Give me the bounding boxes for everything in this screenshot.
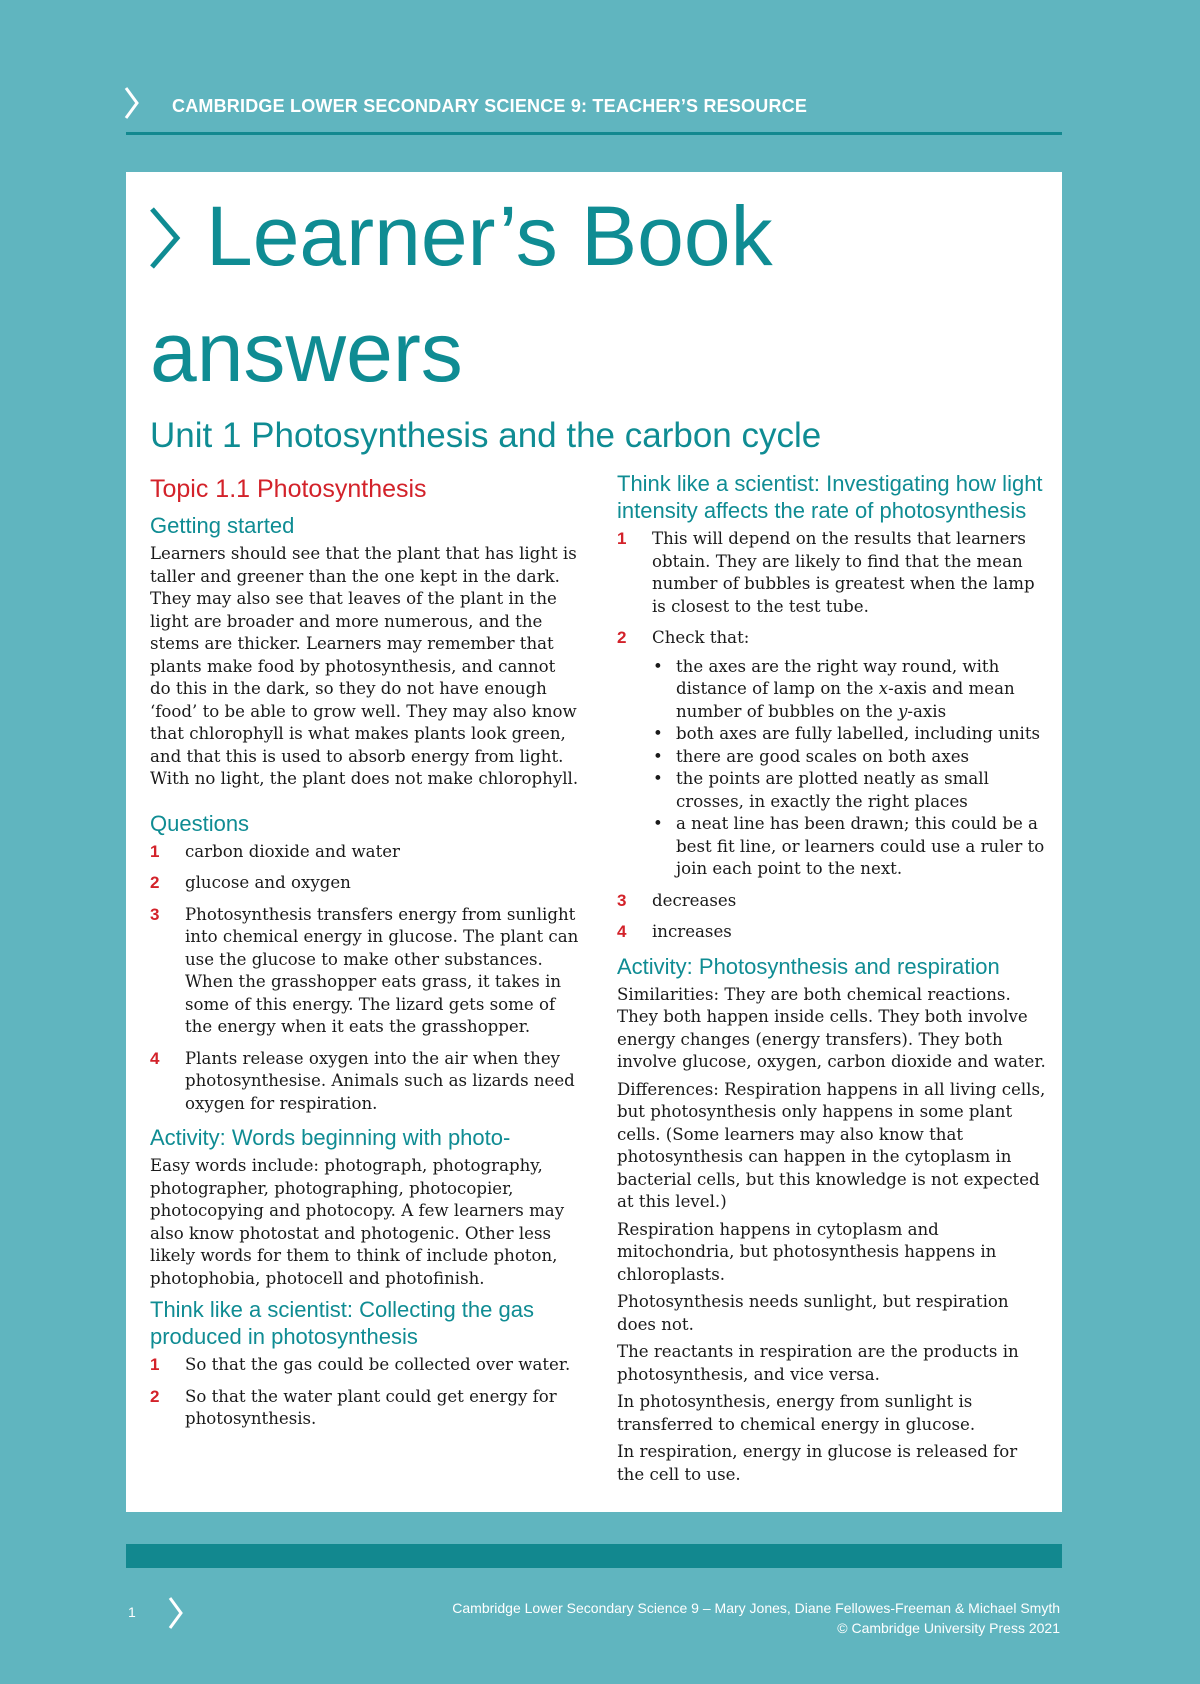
item-number: 2 [617, 628, 627, 647]
footer-copyright: © Cambridge University Press 2021 [837, 1620, 1060, 1636]
resp-paragraph: Photosynthesis needs sunlight, but respiration does not. [617, 1292, 1009, 1334]
list-item [150, 841, 580, 864]
questions-heading: Questions [150, 810, 250, 836]
item-text: Photosynthesis transfers energy from sunlight into chemical energy in glucose. The plant can use the glucose to make other substances. When the grasshopper eats grass, it takes in some of this energy. The lizard gets some of the energy when it eats the grasshopper. [185, 904, 579, 1036]
page-title-line1: Learner’s Book [206, 189, 773, 283]
activity-words-heading: Activity: Words beginning with photo- [150, 1125, 511, 1150]
bullet-item: • a neat line has been drawn; this could be a best fit line, or learners could use a ruler to join each point to the next. [652, 813, 1047, 881]
item-text: Check that: [652, 628, 750, 647]
item-number: 2 [150, 1386, 160, 1406]
think-light-list [617, 528, 1047, 944]
title-chevron-icon [148, 206, 182, 270]
left-column [150, 474, 580, 1440]
item-number: 2 [150, 873, 160, 892]
item-text: So that the gas could be collected over water. [185, 1355, 571, 1374]
think-gas-heading: Think like a scientist: Collecting the gas produced in photosynthesis [150, 1297, 534, 1349]
list-item [617, 528, 1047, 618]
item-number: 4 [150, 1048, 160, 1068]
activity-words-text: Easy words include: photograph, photography, photographer, photographing, photocopier, photocopying and photocopy. A few learners may also know photostat and photogenic. Other less likely words for them to think of include photon, photophobia, photocell and photofinish. [150, 1156, 565, 1288]
resp-paragraph: Differences: Respiration happens in all living cells, but photosynthesis only happens in some plant cells. (Some learners may also know that photosynthesis can happen in the cytoplasm in bacterial cells, but this knowledge is not expected at this level.) [617, 1079, 1046, 1211]
topic-heading: Topic 1.1 Photosynthesis [150, 475, 427, 503]
check-list [652, 656, 1047, 881]
chevron-right-icon [124, 86, 140, 120]
item-text: Plants release oxygen into the air when they photosynthesise. Animals such as lizards need oxygen for respiration. [185, 1048, 575, 1113]
bullet-item: • the axes are the right way round, with distance of lamp on the x-axis and mean number of bubbles on the y-axis [652, 656, 1047, 724]
resp-paragraph: In respiration, energy in glucose is released for the cell to use. [617, 1442, 1018, 1484]
list-item [150, 1354, 580, 1377]
resp-paragraph: In photosynthesis, energy from sunlight is transferred to chemical energy in glucose. [617, 1392, 976, 1434]
bullet-item: • there are good scales on both axes [652, 746, 1047, 769]
think-light-heading: Think like a scientist: Investigating how light intensity affects the rate of photosynthesis [617, 471, 1043, 523]
think-gas-list [150, 1354, 580, 1431]
item-number: 3 [617, 890, 627, 910]
list-item [617, 890, 1047, 913]
resp-paragraph: Respiration happens in cytoplasm and mitochondria, but photosynthesis happens in chloroplasts. [617, 1219, 997, 1284]
bullet-item: • both axes are fully labelled, including units [652, 723, 1047, 746]
right-column [617, 470, 1047, 1491]
next-chevron-icon [168, 1596, 184, 1630]
list-item [150, 904, 580, 1039]
item-text: glucose and oxygen [185, 873, 351, 892]
item-number: 4 [617, 922, 627, 941]
list-item [150, 1386, 580, 1431]
item-text: So that the water plant could get energy for photosynthesis. [185, 1386, 557, 1428]
list-item [150, 1048, 580, 1116]
item-text: decreases [652, 890, 737, 910]
getting-started-text: Learners should see that the plant that has light is taller and greener than the one kept in the dark. They may also see that leaves of the plant in the light are broader and more numerous, and the stems are thicker. Learners may remember that plants make food by photosynthesis, and cannot do this in the dark, so they do not have enough ‘food’ to be able to grow well. They may also know that chlorophyll is what makes plants look green, and that this is used to absorb energy from light. With no light, the plant does not make chlorophyll. [150, 544, 579, 788]
page-title-line2: answers [150, 305, 463, 399]
getting-started-heading: Getting started [150, 513, 295, 538]
unit-title: Unit 1 Photosynthesis and the carbon cycle [150, 416, 822, 455]
list-item [617, 627, 1047, 881]
footer-authors: Cambridge Lower Secondary Science 9 – Mary Jones, Diane Fellowes-Freeman & Michael Smyth [452, 1600, 1060, 1616]
item-number: 1 [150, 841, 160, 861]
item-text: This will depend on the results that learners obtain. They are likely to find that the mean number of bubbles is greatest when the lamp is closest to the test tube. [652, 529, 1035, 616]
footer-bar [126, 1544, 1062, 1568]
item-number: 3 [150, 904, 160, 924]
list-item [150, 872, 580, 895]
header-rule [126, 132, 1062, 135]
item-number: 1 [617, 529, 627, 548]
resp-paragraph: The reactants in respiration are the products in photosynthesis, and vice versa. [617, 1342, 1019, 1384]
footer-credit [452, 1598, 1060, 1638]
bullet-item: • the points are plotted neatly as small crosses, in exactly the right places [652, 768, 1047, 813]
item-text: increases [652, 922, 732, 941]
resp-paragraph: Similarities: They are both chemical reactions. They both happen inside cells. They both involve energy changes (energy transfers). They both involve glucose, oxygen, carbon dioxide and water. [617, 984, 1046, 1071]
activity-resp-heading: Activity: Photosynthesis and respiration [617, 953, 1000, 979]
running-header: CAMBRIDGE LOWER SECONDARY SCIENCE 9: TEACHER’S RESOURCE [172, 96, 808, 116]
page-number: 1 [128, 1604, 136, 1620]
item-number: 1 [150, 1355, 160, 1374]
item-text: carbon dioxide and water [185, 841, 400, 861]
questions-list [150, 841, 580, 1116]
list-item [617, 921, 1047, 944]
